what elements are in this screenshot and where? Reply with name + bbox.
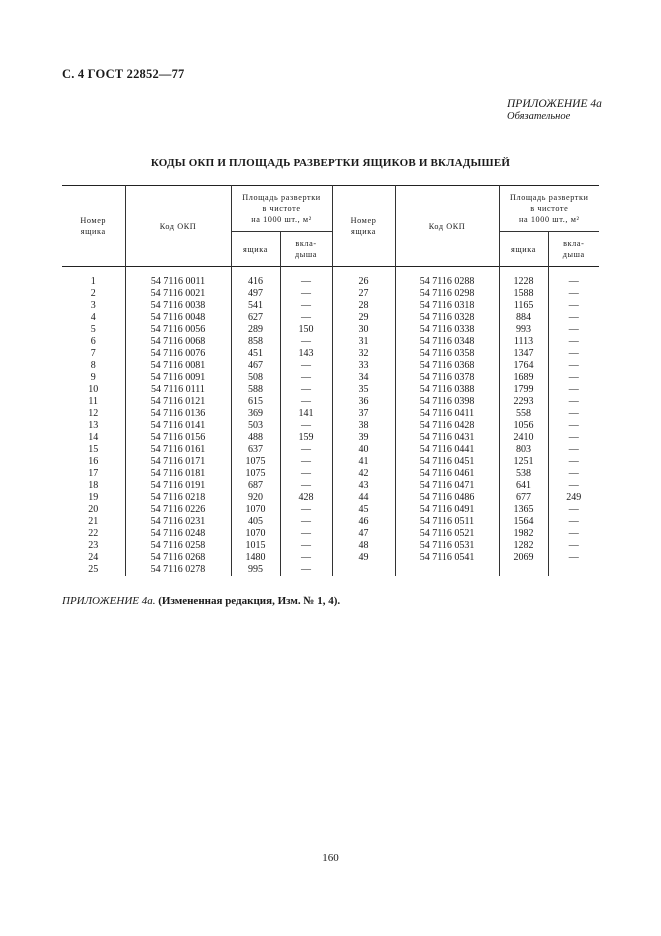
insert-area-cell: — xyxy=(548,552,599,564)
box-area-cell: 1480 xyxy=(231,552,280,564)
box-number-cell: 31 xyxy=(332,336,395,348)
insert-area-cell xyxy=(548,564,599,576)
box-area-cell: 1564 xyxy=(499,516,548,528)
okp-code-cell: 54 7116 0258 xyxy=(125,540,231,552)
box-area-cell: 627 xyxy=(231,312,280,324)
box-area-cell: 497 xyxy=(231,288,280,300)
box-area-cell: 1982 xyxy=(499,528,548,540)
box-number-cell: 4 xyxy=(90,312,96,323)
header-area-2: Площадь развертки в чистоте на 1000 шт., м² xyxy=(499,186,599,232)
okp-code-cell: 54 7116 0471 xyxy=(395,480,499,492)
insert-area-cell: — xyxy=(280,384,332,396)
okp-code-cell: 54 7116 0348 xyxy=(395,336,499,348)
insert-area-cell: 143 xyxy=(280,348,332,360)
box-number-cell: 12 xyxy=(88,408,99,419)
box-number-cell: 2 xyxy=(90,288,96,299)
okp-code-cell: 54 7116 0388 xyxy=(395,384,499,396)
page-header: С. 4 ГОСТ 22852—77 xyxy=(62,67,185,81)
table-row xyxy=(62,516,599,528)
page-number: 160 xyxy=(322,852,339,864)
insert-area-cell: — xyxy=(280,360,332,372)
table-row xyxy=(62,384,599,396)
table-row xyxy=(62,456,599,468)
box-number-cell: 42 xyxy=(332,468,395,480)
box-number-cell: 14 xyxy=(88,432,99,443)
appendix-label: ПРИЛОЖЕНИЕ 4а xyxy=(507,98,602,110)
table-row xyxy=(62,504,599,516)
box-area-cell: 2293 xyxy=(499,396,548,408)
okp-code-cell: 54 7116 0358 xyxy=(395,348,499,360)
box-area-cell: 467 xyxy=(231,360,280,372)
insert-area-cell: — xyxy=(548,348,599,360)
okp-code-cell: 54 7116 0531 xyxy=(395,540,499,552)
box-area-cell: 538 xyxy=(499,468,548,480)
table-row xyxy=(62,432,599,444)
okp-code-cell: 54 7116 0378 xyxy=(395,372,499,384)
box-area-cell: 451 xyxy=(231,348,280,360)
okp-code-cell: 54 7116 0068 xyxy=(125,336,231,348)
note-ref: ПРИЛОЖЕНИЕ 4а. xyxy=(62,595,156,607)
box-area-cell: 637 xyxy=(231,444,280,456)
box-number-cell: 22 xyxy=(88,528,99,539)
box-area-cell: 615 xyxy=(231,396,280,408)
insert-area-cell: — xyxy=(548,384,599,396)
box-number-cell: 34 xyxy=(332,372,395,384)
table-row xyxy=(62,540,599,552)
box-area-cell: 1228 xyxy=(499,267,548,289)
okp-code-cell: 54 7116 0318 xyxy=(395,300,499,312)
okp-code-cell: 54 7116 0076 xyxy=(125,348,231,360)
box-area-cell: 641 xyxy=(499,480,548,492)
table-row xyxy=(62,528,599,540)
okp-code-cell: 54 7116 0121 xyxy=(125,396,231,408)
okp-code-cell: 54 7116 0298 xyxy=(395,288,499,300)
box-number-cell xyxy=(332,564,395,576)
box-area-cell: 677 xyxy=(499,492,548,504)
insert-area-cell: — xyxy=(548,516,599,528)
box-number-cell: 17 xyxy=(88,468,99,479)
box-area-cell: 503 xyxy=(231,420,280,432)
okp-code-cell: 54 7116 0021 xyxy=(125,288,231,300)
okp-code-cell: 54 7116 0441 xyxy=(395,444,499,456)
okp-code-cell: 54 7116 0288 xyxy=(395,267,499,289)
table-row xyxy=(62,267,599,289)
box-number-cell: 20 xyxy=(88,504,99,515)
box-area-cell: 1282 xyxy=(499,540,548,552)
box-area-cell: 1075 xyxy=(231,456,280,468)
insert-area-cell: — xyxy=(548,288,599,300)
box-number-cell: 21 xyxy=(88,516,99,527)
box-number-cell: 19 xyxy=(88,492,99,503)
header-code-2: Код ОКП xyxy=(395,186,499,267)
okp-code-cell: 54 7116 0521 xyxy=(395,528,499,540)
insert-area-cell: — xyxy=(280,468,332,480)
box-number-cell: 10 xyxy=(88,384,99,395)
box-area-cell: 508 xyxy=(231,372,280,384)
okp-code-cell: 54 7116 0491 xyxy=(395,504,499,516)
box-area-cell: 1365 xyxy=(499,504,548,516)
insert-area-cell: — xyxy=(548,267,599,289)
insert-area-cell: — xyxy=(548,336,599,348)
table-row xyxy=(62,396,599,408)
okp-code-cell: 54 7116 0226 xyxy=(125,504,231,516)
table-row xyxy=(62,408,599,420)
insert-area-cell: — xyxy=(548,444,599,456)
insert-area-cell: — xyxy=(548,396,599,408)
box-number-cell: 13 xyxy=(88,420,99,431)
okp-code-cell: 54 7116 0156 xyxy=(125,432,231,444)
okp-code-cell: 54 7116 0461 xyxy=(395,468,499,480)
okp-code-cell: 54 7116 0191 xyxy=(125,480,231,492)
box-area-cell: 1347 xyxy=(499,348,548,360)
header-insert-2: вкла- дыша xyxy=(548,232,599,267)
box-number-cell: 8 xyxy=(90,360,96,371)
box-number-cell: 30 xyxy=(332,324,395,336)
box-number-cell: 44 xyxy=(332,492,395,504)
okp-code-cell: 54 7116 0511 xyxy=(395,516,499,528)
box-area-cell: 2410 xyxy=(499,432,548,444)
okp-code-cell: 54 7116 0328 xyxy=(395,312,499,324)
box-number-cell: 26 xyxy=(332,267,395,289)
insert-area-cell: — xyxy=(548,528,599,540)
box-number-cell: 28 xyxy=(332,300,395,312)
table-row xyxy=(62,336,599,348)
box-number-cell: 11 xyxy=(88,396,99,407)
okp-code-cell: 54 7116 0161 xyxy=(125,444,231,456)
box-number-cell: 15 xyxy=(88,444,99,455)
header-number: Номер ящика xyxy=(80,216,107,236)
box-number-cell: 9 xyxy=(90,372,96,383)
box-number-cell: 23 xyxy=(88,540,99,551)
insert-area-cell: — xyxy=(548,540,599,552)
okp-code-cell: 54 7116 0428 xyxy=(395,420,499,432)
okp-code-cell: 54 7116 0011 xyxy=(125,267,231,289)
insert-area-cell: — xyxy=(280,312,332,324)
header-insert: вкла- дыша xyxy=(280,232,332,267)
insert-area-cell: 150 xyxy=(280,324,332,336)
insert-area-cell: — xyxy=(280,300,332,312)
box-number-cell: 29 xyxy=(332,312,395,324)
okp-code-cell: 54 7116 0451 xyxy=(395,456,499,468)
box-area-cell: 405 xyxy=(231,516,280,528)
header-box: ящика xyxy=(231,232,280,267)
box-area-cell: 884 xyxy=(499,312,548,324)
okp-code-cell: 54 7116 0081 xyxy=(125,360,231,372)
box-area-cell: 289 xyxy=(231,324,280,336)
box-number-cell: 32 xyxy=(332,348,395,360)
insert-area-cell: — xyxy=(548,408,599,420)
box-area-cell: 416 xyxy=(231,267,280,289)
insert-area-cell: — xyxy=(548,324,599,336)
table-row xyxy=(62,480,599,492)
appendix-status: Обязательное xyxy=(507,111,571,122)
box-number-cell: 18 xyxy=(88,480,99,491)
table-row xyxy=(62,288,599,300)
table-body xyxy=(62,267,599,577)
insert-area-cell: — xyxy=(280,372,332,384)
insert-area-cell: 141 xyxy=(280,408,332,420)
insert-area-cell: — xyxy=(280,480,332,492)
box-area-cell: 1070 xyxy=(231,504,280,516)
box-number-cell: 7 xyxy=(90,348,96,359)
box-area-cell xyxy=(499,564,548,576)
okp-code-cell: 54 7116 0486 xyxy=(395,492,499,504)
okp-code-cell: 54 7116 0541 xyxy=(395,552,499,564)
box-number-cell: 47 xyxy=(332,528,395,540)
box-number-cell: 38 xyxy=(332,420,395,432)
box-area-cell: 1689 xyxy=(499,372,548,384)
okp-code-cell: 54 7116 0136 xyxy=(125,408,231,420)
insert-area-cell: — xyxy=(280,552,332,564)
insert-area-cell: — xyxy=(280,396,332,408)
okp-code-cell: 54 7116 0278 xyxy=(125,564,231,576)
table-row xyxy=(62,372,599,384)
insert-area-cell: — xyxy=(548,468,599,480)
insert-area-cell: — xyxy=(280,288,332,300)
insert-area-cell: — xyxy=(548,432,599,444)
box-area-cell: 1113 xyxy=(499,336,548,348)
box-area-cell: 369 xyxy=(231,408,280,420)
box-area-cell: 488 xyxy=(231,432,280,444)
okp-code-cell: 54 7116 0368 xyxy=(395,360,499,372)
box-area-cell: 1251 xyxy=(499,456,548,468)
table-row xyxy=(62,360,599,372)
box-number-cell: 25 xyxy=(88,564,99,575)
box-area-cell: 1075 xyxy=(231,468,280,480)
insert-area-cell: — xyxy=(280,564,332,576)
table-row xyxy=(62,348,599,360)
insert-area-cell: 428 xyxy=(280,492,332,504)
box-area-cell: 541 xyxy=(231,300,280,312)
box-area-cell: 1056 xyxy=(499,420,548,432)
box-number-cell: 49 xyxy=(332,552,395,564)
box-number-cell: 41 xyxy=(332,456,395,468)
box-area-cell: 803 xyxy=(499,444,548,456)
box-number-cell: 37 xyxy=(332,408,395,420)
table-row xyxy=(62,300,599,312)
box-area-cell: 1588 xyxy=(499,288,548,300)
okp-code-cell: 54 7116 0398 xyxy=(395,396,499,408)
box-area-cell: 558 xyxy=(499,408,548,420)
insert-area-cell: — xyxy=(548,312,599,324)
okp-code-cell: 54 7116 0141 xyxy=(125,420,231,432)
table-row xyxy=(62,312,599,324)
insert-area-cell: 159 xyxy=(280,432,332,444)
box-area-cell: 993 xyxy=(499,324,548,336)
box-area-cell: 1799 xyxy=(499,384,548,396)
insert-area-cell: — xyxy=(548,480,599,492)
okp-code-cell: 54 7116 0411 xyxy=(395,408,499,420)
box-area-cell: 1764 xyxy=(499,360,548,372)
okp-code-cell: 54 7116 0091 xyxy=(125,372,231,384)
insert-area-cell: 249 xyxy=(548,492,599,504)
okp-code-cell: 54 7116 0248 xyxy=(125,528,231,540)
okp-code-cell: 54 7116 0218 xyxy=(125,492,231,504)
box-number-cell: 27 xyxy=(332,288,395,300)
header-code: Код ОКП xyxy=(125,186,231,267)
okp-table xyxy=(62,185,599,576)
table-row xyxy=(62,492,599,504)
box-number-cell: 40 xyxy=(332,444,395,456)
table-row xyxy=(62,468,599,480)
box-area-cell: 588 xyxy=(231,384,280,396)
table-title: КОДЫ ОКП И ПЛОЩАДЬ РАЗВЕРТКИ ЯЩИКОВ И ВКЛАДЫШЕЙ xyxy=(150,157,511,169)
box-number-cell: 39 xyxy=(332,432,395,444)
table-row xyxy=(62,564,599,576)
insert-area-cell: — xyxy=(548,504,599,516)
insert-area-cell: — xyxy=(548,456,599,468)
note-text: (Измененная редакция, Изм. № 1, 4). xyxy=(158,595,341,607)
insert-area-cell: — xyxy=(548,372,599,384)
okp-code-cell: 54 7116 0171 xyxy=(125,456,231,468)
okp-code-cell: 54 7116 0111 xyxy=(125,384,231,396)
insert-area-cell: — xyxy=(280,444,332,456)
box-number-cell: 1 xyxy=(90,276,96,287)
table-row xyxy=(62,444,599,456)
box-number-cell: 43 xyxy=(332,480,395,492)
box-area-cell: 1015 xyxy=(231,540,280,552)
insert-area-cell: — xyxy=(280,528,332,540)
okp-code-cell: 54 7116 0268 xyxy=(125,552,231,564)
okp-code-cell: 54 7116 0431 xyxy=(395,432,499,444)
table-row xyxy=(62,324,599,336)
box-number-cell: 16 xyxy=(88,456,99,467)
box-number-cell: 45 xyxy=(332,504,395,516)
insert-area-cell: — xyxy=(280,456,332,468)
insert-area-cell: — xyxy=(280,516,332,528)
insert-area-cell: — xyxy=(280,336,332,348)
insert-area-cell: — xyxy=(280,420,332,432)
box-number-cell: 35 xyxy=(332,384,395,396)
okp-code-cell: 54 7116 0048 xyxy=(125,312,231,324)
okp-code-cell: 54 7116 0038 xyxy=(125,300,231,312)
box-number-cell: 5 xyxy=(90,324,96,335)
okp-code-cell: 54 7116 0338 xyxy=(395,324,499,336)
amendment-note xyxy=(62,595,340,607)
box-number-cell: 24 xyxy=(88,552,99,563)
insert-area-cell: — xyxy=(280,504,332,516)
box-area-cell: 1070 xyxy=(231,528,280,540)
header-box-2: ящика xyxy=(499,232,548,267)
box-number-cell: 46 xyxy=(332,516,395,528)
okp-code-cell: 54 7116 0181 xyxy=(125,468,231,480)
box-area-cell: 1165 xyxy=(499,300,548,312)
box-area-cell: 858 xyxy=(231,336,280,348)
box-number-cell: 3 xyxy=(90,300,96,311)
box-area-cell: 2069 xyxy=(499,552,548,564)
box-number-cell: 6 xyxy=(90,336,96,347)
header-number-2: Номер ящика xyxy=(332,186,395,267)
insert-area-cell: — xyxy=(280,540,332,552)
okp-code-cell: 54 7116 0056 xyxy=(125,324,231,336)
insert-area-cell: — xyxy=(548,300,599,312)
insert-area-cell: — xyxy=(548,360,599,372)
okp-code-cell: 54 7116 0231 xyxy=(125,516,231,528)
box-number-cell: 36 xyxy=(332,396,395,408)
table-row xyxy=(62,552,599,564)
okp-code-cell xyxy=(395,564,499,576)
box-number-cell: 33 xyxy=(332,360,395,372)
box-area-cell: 920 xyxy=(231,492,280,504)
box-number-cell: 48 xyxy=(332,540,395,552)
box-area-cell: 995 xyxy=(231,564,280,576)
box-area-cell: 687 xyxy=(231,480,280,492)
table-row xyxy=(62,420,599,432)
insert-area-cell: — xyxy=(280,267,332,289)
header-area: Площадь развертки в чистоте на 1000 шт., м² xyxy=(231,186,332,232)
insert-area-cell: — xyxy=(548,420,599,432)
